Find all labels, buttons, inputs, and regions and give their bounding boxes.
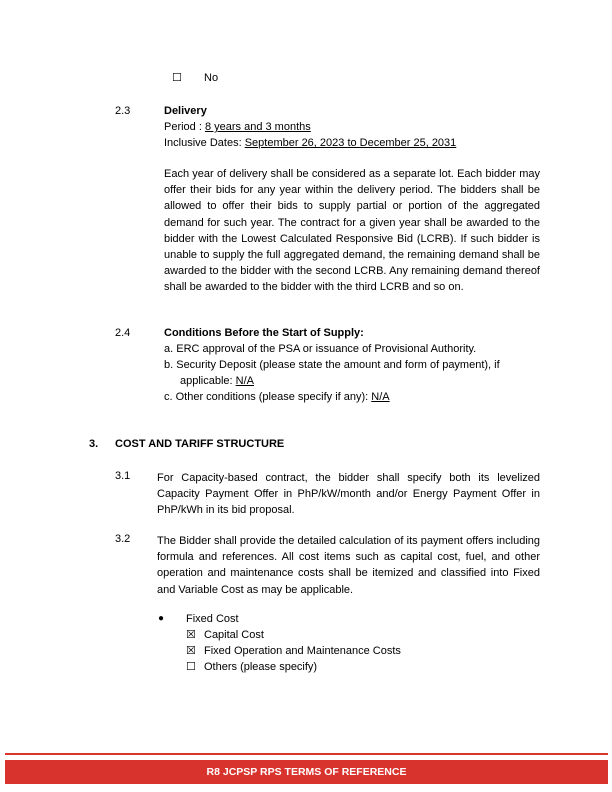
section-3-1-number: 3.1 xyxy=(115,470,131,482)
dates-label: Inclusive Dates: xyxy=(164,137,245,149)
no-label: No xyxy=(204,72,219,84)
section-3-1-paragraph: For Capacity-based contract, the bidder shall specify both its levelized Capacity Payment Offer in PhP/kW/month and/or Energy Payment Offer in PhP/kWh in its bid proposal. xyxy=(157,472,540,517)
footer-rule xyxy=(5,753,608,755)
condition-item-c-value: N/A xyxy=(371,391,390,403)
no-checkbox[interactable]: ☐ xyxy=(172,71,182,84)
condition-item-c-label: c. Other conditions (please specify if any): xyxy=(164,391,372,403)
delivery-paragraph: Each year of delivery shall be considered as a separate lot. Each bidder may offer their bids for any year within the delivery period. The bidders shall be allowed to offer their bids to supply partial or portion of the aggregated demand for such year. The contract for a given year shall be awarded to the bidder with the Lowest Calculated Responsive Bid (LCRB). If such bidder is unable to supply the full aggregated demand, the remaining demand shall be awarded to the bidder with the second LCRB. Any remaining demand thereof shall be awarded to the bidder with the third LCRB and so on. xyxy=(164,168,540,294)
condition-item-c xyxy=(164,391,390,403)
condition-item-a: a. ERC approval of the PSA or issuance of Provisional Authority. xyxy=(164,343,477,355)
section-2-3-heading: Delivery xyxy=(164,105,207,117)
condition-item-b-label: applicable: xyxy=(180,375,236,387)
others-checkbox[interactable]: ☐ xyxy=(186,660,196,673)
section-3-2-paragraph: The Bidder shall provide the detailed calculation of its payment offers including formula and references. All cost items such as capital cost, fuel, and other operation and maintenance costs shall be itemized and classified into Fixed and Variable Cost as may be applicable. xyxy=(157,535,540,596)
section-3-number: 3. xyxy=(89,438,99,450)
period-value: 8 years and 3 months xyxy=(204,121,311,133)
bullet-icon: ● xyxy=(158,613,165,624)
footer-bar xyxy=(5,760,608,784)
condition-item-b-value: N/A xyxy=(235,375,254,387)
section-2-4-heading: Conditions Before the Start of Supply: xyxy=(164,327,364,339)
fixed-om-checkbox[interactable]: ☒ xyxy=(186,644,196,657)
dates-line xyxy=(164,137,456,149)
fixed-om-label: Fixed Operation and Maintenance Costs xyxy=(204,645,401,657)
others-label: Others (please specify) xyxy=(204,661,318,673)
capital-cost-checkbox[interactable]: ☒ xyxy=(186,628,196,641)
capital-cost-label: Capital Cost xyxy=(204,629,264,641)
section-2-4-number: 2.4 xyxy=(115,327,131,339)
condition-item-b: b. Security Deposit (please state the amount and form of payment), if xyxy=(164,359,500,371)
section-3-heading: COST AND TARIFF STRUCTURE xyxy=(115,438,285,450)
condition-item-b-cont xyxy=(180,375,254,387)
footer-title: R8 JCPSP RPS TERMS OF REFERENCE xyxy=(206,766,407,778)
period-label: Period : xyxy=(164,121,205,133)
period-line xyxy=(164,121,311,133)
dates-value: September 26, 2023 to December 25, 2031 xyxy=(244,137,457,149)
section-3-2-number: 3.2 xyxy=(115,533,131,545)
fixed-cost-label: Fixed Cost xyxy=(186,613,239,625)
section-2-3-number: 2.3 xyxy=(115,105,131,117)
